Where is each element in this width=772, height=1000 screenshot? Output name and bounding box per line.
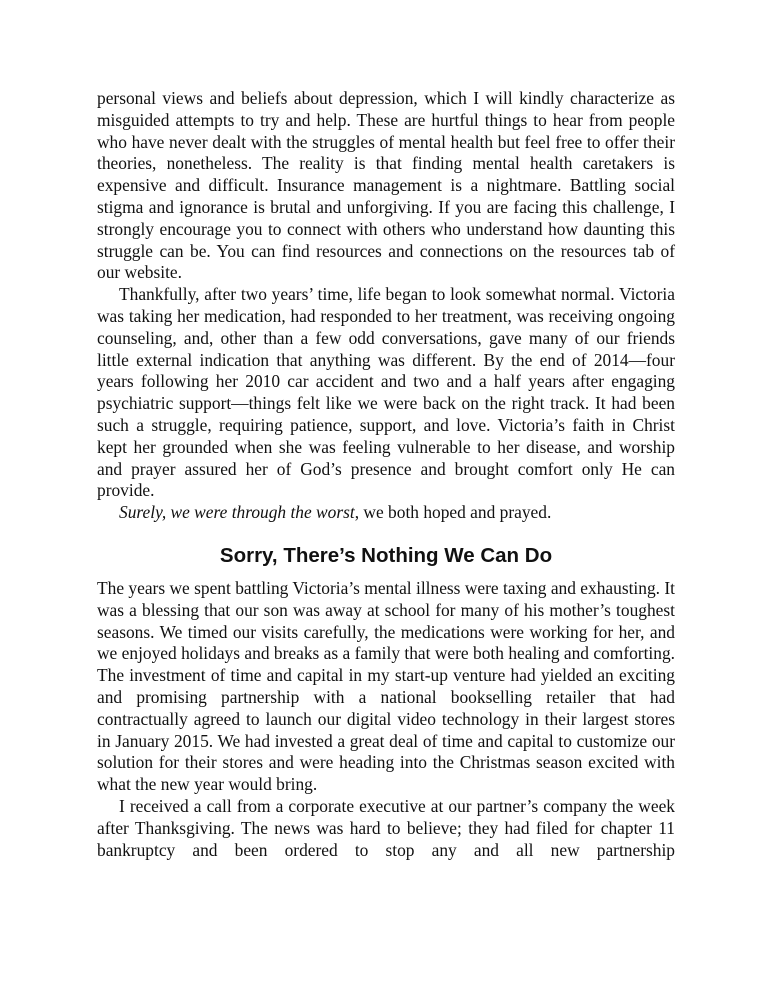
paragraph-years-battling: The years we spent battling Victoria’s mental illness were taxing and exhausting. It was a blessing that our son was away at school for many of his mother’s toughest seasons. We timed our visits carefully, the medications were working for her, and we enjoyed holidays and breaks as a family that were both healing and comforting. The investment of time and capital in my start-up venture had yielded an exciting and promising partnership with a national bookselling retailer that had contractually agreed to launch our digital video technology in their largest stores in January 2015. We had invested a great deal of time and capital to customize our solution for their stores and were heading into the Christmas season excited with what the new year would bring. [97, 577, 675, 795]
italic-phrase: Surely, we were through the worst [119, 502, 355, 523]
paragraph-ending: , we both hoped and prayed. [354, 502, 552, 523]
book-page [97, 88, 675, 861]
paragraph-life-normal: Thankfully, after two years’ time, life began to look somewhat normal. Victoria was taking her medication, had responded to her treatment, was receiving ongoing counseling, and, other than a few odd conversations, gave many of our friends little external indication that anything was different. By the end of 2014—four years following her 2010 car accident and two and a half years after engaging psychiatric support—things felt like we were back on the right track. It had been such a struggle, requiring patience, support, and love. Victoria’s faith in Christ kept her grounded when she was feeling vulnerable to her disease, and worship and prayer assured her of God’s presence and brought comfort only He can provide. [97, 284, 675, 501]
paragraph-received-call: I received a call from a corporate executive at our partner’s company the week after Thanksgiving. The news was hard to believe; they had filed for chapter 11 bankruptcy and been ordered to stop any and all new partnership [97, 795, 675, 860]
paragraph-depression-views: personal views and beliefs about depression, which I will kindly characterize as misguided attempts to try and help. These are hurtful things to hear from people who have never dealt with the struggles of mental health but feel free to offer their theories, nonetheless. The reality is that finding mental health caretakers is expensive and difficult. Insurance management is a nightmare. Battling social stigma and ignorance is brutal and unforgiving. If you are facing this challenge, I strongly encourage you to connect with others who understand how daunting this struggle can be. You can find resources and connections on the resources tab of our website. [97, 88, 675, 283]
section-heading: Sorry, There’s Nothing We Can Do [219, 543, 553, 567]
paragraph-through-the-worst [97, 502, 675, 524]
